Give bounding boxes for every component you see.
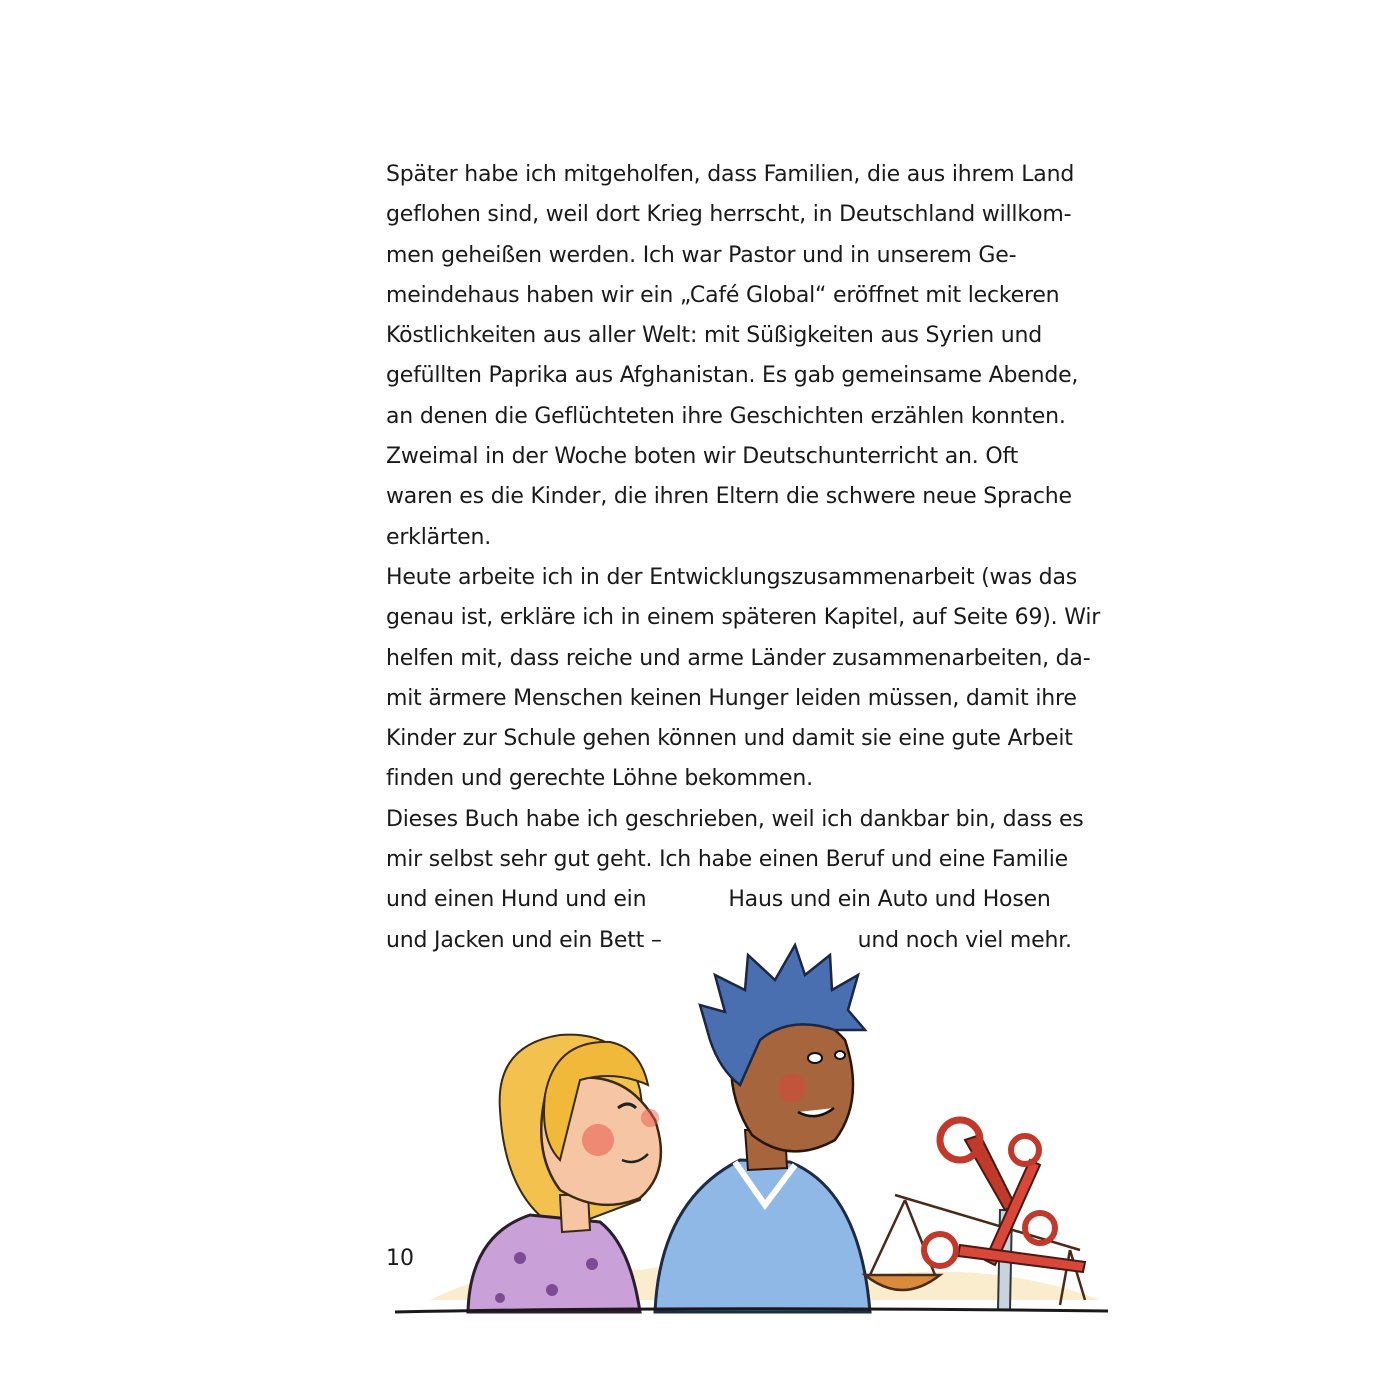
text-line: meindehaus haben wir ein „Café Global“ eröffnet mit leckeren — [386, 282, 1060, 308]
text-line: Zweimal in der Woche boten wir Deutschunterricht an. Oft — [386, 444, 1019, 470]
boy-eye — [835, 1051, 845, 1059]
scissors-ring — [924, 1234, 956, 1266]
text-line: an denen die Geflüchteten ihre Geschichten erzählen konnten. — [386, 403, 1066, 429]
text-line: Dieses Buch habe ich geschrieben, weil ich dankbar bin, dass es — [386, 806, 1084, 832]
text-line: men geheißen werden. Ich war Pastor und in unserem Ge- — [386, 242, 1017, 268]
text-line: helfen mit, dass reiche und arme Länder zusammenarbeiten, da- — [386, 645, 1091, 671]
girl-figure — [468, 1035, 661, 1312]
girl-cheek — [641, 1109, 659, 1127]
boy-eye — [808, 1053, 822, 1063]
text-line: genau ist, erkläre ich in einem späteren Kapitel, auf Seite 69). Wir — [386, 605, 1101, 631]
text-line: Köstlichkeiten aus aller Welt: mit Süßigkeiten aus Syrien und — [386, 323, 1042, 349]
text-fragment: und einen Hund und ein — [386, 887, 647, 913]
text-fragment: und Jacken und ein Bett – — [386, 927, 662, 953]
text-line: waren es die Kinder, die ihren Eltern die schwere neue Sprache — [386, 484, 1072, 510]
text-line: Später habe ich mitgeholfen, dass Familien, die aus ihrem Land — [386, 162, 1075, 187]
text-line: gefüllten Paprika aus Afghanistan. Es gab gemeinsame Abende, — [386, 363, 1079, 389]
text-line: mir selbst sehr gut geht. Ich habe einen Beruf und eine Familie — [386, 847, 1068, 873]
text-line: mit ärmere Menschen keinen Hunger leiden müssen, damit ihre — [386, 685, 1077, 711]
boy-shirt — [655, 1160, 870, 1312]
text-fragment: Haus und ein Auto und Hosen — [728, 887, 1051, 913]
text-line: finden und gerechte Löhne bekommen. — [386, 766, 813, 792]
text-line: Kinder zur Schule gehen können und damit sie eine gute Arbeit — [386, 726, 1073, 752]
dress-dot — [546, 1284, 558, 1296]
sword-hilt — [965, 1135, 1015, 1210]
boy-figure — [655, 945, 870, 1312]
page-number: 10 — [386, 1246, 414, 1271]
scissors-ring — [1011, 1136, 1039, 1164]
girl-cheek — [582, 1124, 614, 1156]
text-line: erklärten. — [386, 524, 492, 550]
text-line: geflohen sind, weil dort Krieg herrscht, in Deutschland willkom- — [386, 202, 1072, 228]
dress-dot — [586, 1258, 598, 1270]
scissors-blade — [958, 1245, 1085, 1272]
text-fragment: und noch viel mehr. — [857, 927, 1072, 953]
dress-dot — [495, 1293, 505, 1303]
dress-dot — [514, 1252, 526, 1264]
boy-cheek — [778, 1074, 806, 1102]
girl-dress — [468, 1215, 640, 1312]
text-line: Heute arbeite ich in der Entwicklungszusammenarbeit (was das — [386, 564, 1077, 590]
